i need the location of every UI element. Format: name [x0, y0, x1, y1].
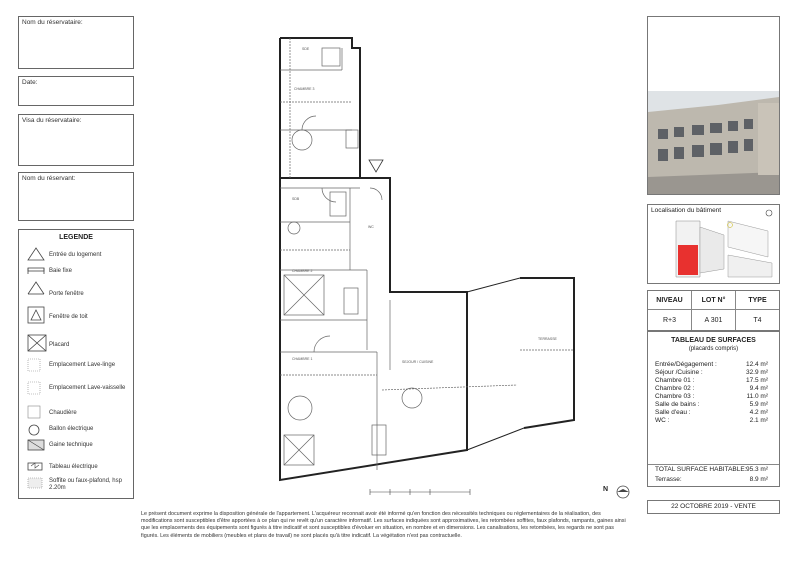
water-heater-icon: [27, 423, 41, 437]
surface-value: 5.9 m²: [749, 401, 768, 408]
triangle-entry-icon: [27, 247, 45, 261]
total-surface-value: 95.3 m²: [745, 466, 768, 473]
boiler-icon: [27, 405, 41, 419]
legend-roof-window: Fenêtre de toit: [49, 314, 88, 320]
compass: [603, 484, 635, 500]
location-label: Localisation du bâtiment: [651, 207, 722, 214]
legend-soffit: Soffite ou faux-plafond, hsp 2.20m: [49, 478, 122, 491]
header-lot: LOT N°: [701, 297, 726, 304]
date-field[interactable]: [18, 76, 134, 106]
value-lot: A 301: [704, 317, 723, 324]
legend-boiler: Chaudière: [49, 410, 77, 416]
washing-machine-icon: [27, 358, 41, 372]
north-arrow-icon: [763, 209, 775, 217]
surface-value: 4.2 m²: [749, 409, 768, 416]
visa-field[interactable]: [18, 114, 134, 166]
room-label: SDE: [302, 47, 310, 51]
room-label: CHAMBRE 3: [294, 87, 315, 91]
date-box: [647, 500, 780, 514]
room-label: CHAMBRE 2: [292, 269, 313, 273]
reservant-name-field[interactable]: [18, 172, 134, 221]
surface-label: Salle de bains :: [655, 401, 700, 408]
location-map: [647, 204, 780, 284]
surface-label: Chambre 03 :: [655, 393, 695, 400]
value-type: T4: [753, 317, 762, 324]
legend-title: LEGENDE: [59, 234, 93, 241]
surface-label: Entrée/Dégagement :: [655, 361, 717, 368]
surfaces-title: TABLEAU DE SURFACES: [671, 337, 756, 344]
header-type: TYPE: [748, 297, 767, 304]
header-level: NIVEAU: [656, 297, 683, 304]
lot-table: [647, 290, 780, 332]
surface-label: Salle d'eau :: [655, 409, 691, 416]
legend-closet: Placard: [49, 342, 70, 348]
surface-label: Séjour /Cuisine :: [655, 369, 703, 376]
dishwasher-icon: [27, 381, 41, 395]
reservataire-name-field[interactable]: [18, 16, 134, 69]
compass-north-label: N: [603, 486, 609, 493]
date-line: 22 OCTOBRE 2019 - VENTE: [671, 503, 756, 510]
legend-entry: Entrée du logement: [49, 252, 102, 258]
building-photo: [647, 16, 780, 195]
soffit-icon: [27, 477, 43, 489]
room-label: WC: [368, 225, 374, 229]
surface-label: Chambre 02 :: [655, 385, 695, 392]
legend-technical-shaft: Gaine technique: [49, 442, 93, 448]
legend-washing-machine: Emplacement Lave-linge: [49, 362, 116, 368]
surface-label: Chambre 01 :: [655, 377, 695, 384]
reservant-name-label: Nom du réservant:: [22, 175, 76, 182]
closet-icon: [27, 334, 47, 352]
room-label: SDB: [292, 197, 300, 201]
technical-shaft-icon: [27, 439, 45, 451]
surface-value: 2.1 m²: [749, 417, 768, 424]
legend-french-door: Porte fenêtre: [49, 291, 84, 297]
fixed-window-icon: [27, 266, 45, 276]
legend-box: [18, 229, 134, 499]
reservataire-name-label: Nom du réservataire:: [22, 19, 83, 26]
compass-icon: [615, 484, 631, 500]
surface-value: 11.0 m²: [746, 393, 768, 400]
floor-plan: [262, 30, 592, 500]
disclaimer-text: Le présent document exprime la disposition générale de l'appartement. L'acquéreur reconnait avoir été informé qu'en fonction des nécessités techniques ou réglementaires de la réalisation, des modifications sont susceptibles d'être apportées à ce plan qui ne revêt qu'un caractère informatif. Les surfaces indiquées sont approximatives, les retombées soffites, faux plafonds, rampants, gaines ainsi que les emplacements des équipements sont figurés à titre indicatif et sont susceptibles d'évoluer en situation, en nombre et en dimensions. Les canalisations, les retombées, les regards ne sont pas figurés. Les éléments de mobiliers (meubles et plans de travail) ne sont placés qu'à titre indicatif. La végétation n'est pas contractuelle.: [141, 511, 626, 539]
surfaces-subtitle: (placards compris): [688, 346, 739, 352]
visa-label: Visa du réservataire:: [22, 117, 82, 124]
french-door-icon: [27, 280, 45, 296]
roof-window-icon: [27, 306, 45, 324]
entry-triangle-icon: [369, 160, 383, 172]
surface-value: 12.4 m²: [745, 361, 768, 368]
legend-electrical-panel: Tableau électrique: [49, 464, 98, 470]
surface-label: WC :: [655, 417, 670, 424]
surface-value: 9.4 m²: [749, 385, 768, 392]
room-label: TERRASSE: [538, 337, 557, 341]
site-plan-image: [668, 217, 773, 279]
room-label: SEJOUR / CUISINE: [402, 360, 434, 364]
legend-water-heater: Ballon électrique: [49, 426, 94, 432]
room-label: CHAMBRE 1: [292, 357, 313, 361]
legend-fixed-window: Baie fixe: [49, 268, 73, 274]
electrical-panel-icon: [27, 460, 45, 472]
value-level: R+3: [662, 317, 677, 324]
surface-value: 32.9 m²: [745, 369, 768, 376]
date-label: Date:: [22, 79, 38, 86]
legend-dishwasher: Emplacement Lave-vaisselle: [49, 385, 126, 391]
surface-value: 17.5 m²: [745, 377, 768, 384]
total-surface-label: TOTAL SURFACE HABITABLE:: [655, 466, 747, 473]
terrace-label: Terrasse:: [655, 476, 682, 483]
terrace-value: 8.9 m²: [749, 476, 768, 483]
